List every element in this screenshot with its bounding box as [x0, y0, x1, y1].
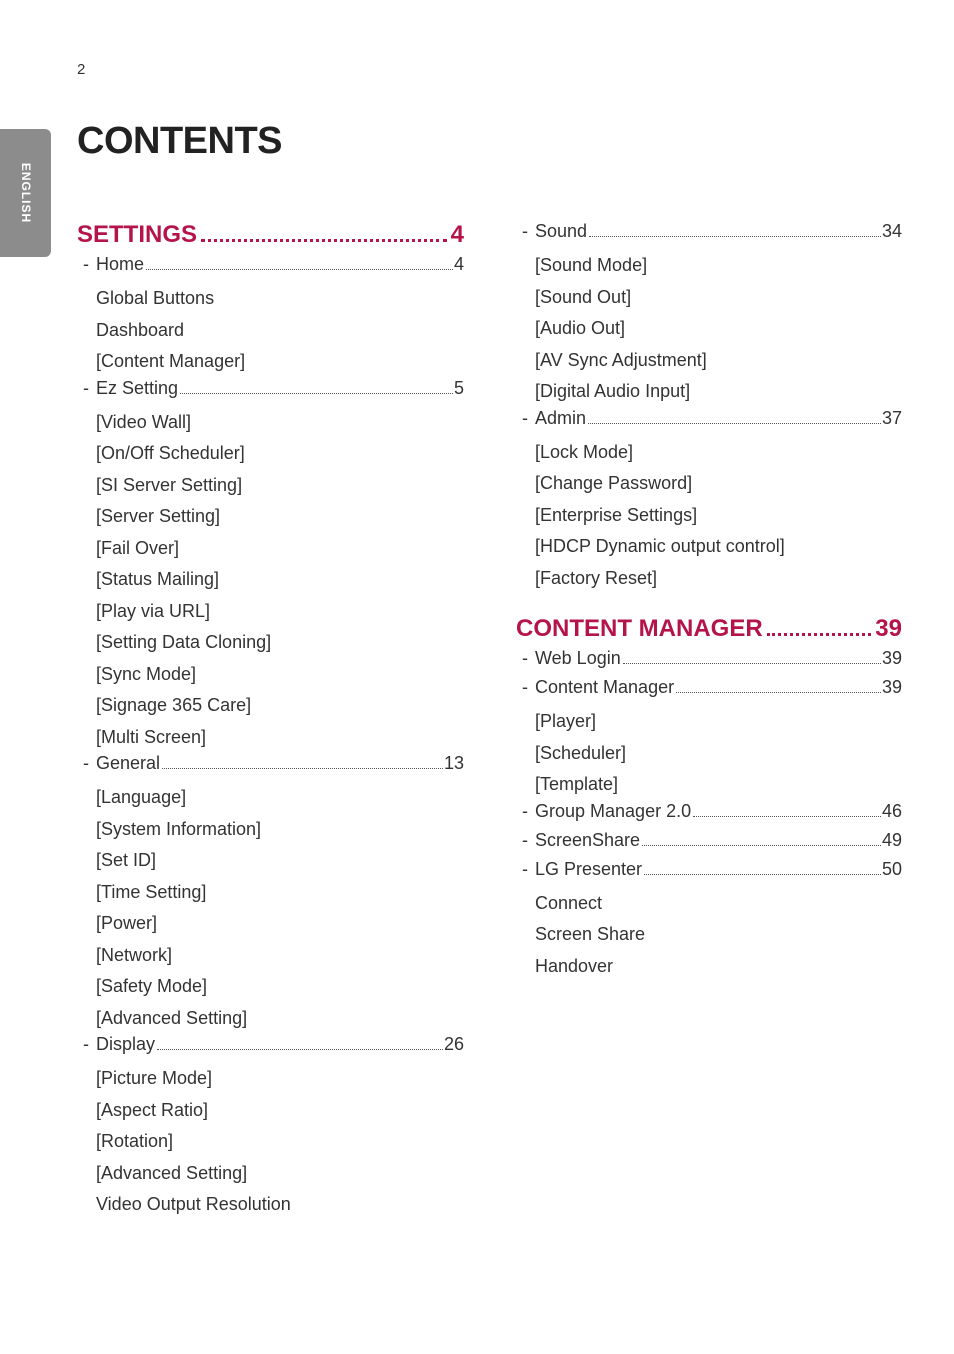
entry-label: Ez Setting — [96, 377, 179, 398]
entry-dash: - — [522, 829, 528, 850]
toc-subentry[interactable]: [Network] — [96, 944, 173, 965]
entry-page: 50 — [881, 858, 902, 879]
entry-page: 5 — [453, 377, 464, 398]
toc-subentry[interactable]: [Server Setting] — [96, 506, 221, 526]
toc-entry[interactable] — [522, 859, 902, 888]
toc-subentry[interactable]: Handover — [535, 955, 614, 976]
leader-dots — [642, 845, 881, 846]
toc-subentry[interactable]: [Time Setting] — [96, 881, 207, 902]
entry-dash: - — [83, 753, 89, 773]
toc-subentry[interactable]: [Template] — [535, 774, 619, 794]
section-label: SETTINGS — [77, 221, 198, 248]
entry-label: Web Login — [535, 648, 621, 668]
toc-subentry[interactable]: Dashboard — [96, 319, 185, 340]
entry-label: Content Manager — [535, 677, 675, 697]
toc-groups — [77, 254, 464, 1221]
toc-subentry[interactable]: [Set ID] — [96, 850, 157, 870]
entry-dash: - — [522, 221, 528, 241]
leader-dots — [676, 692, 881, 693]
toc-right-column — [516, 221, 902, 982]
toc-subentry[interactable]: Video Output Resolution — [96, 1194, 291, 1214]
leader-dots — [623, 663, 881, 664]
toc-subentry[interactable]: [Status Mailing] — [96, 569, 220, 589]
language-tab — [0, 129, 51, 257]
section-page: 39 — [875, 615, 902, 642]
toc-subentry[interactable]: [AV Sync Adjustment] — [535, 349, 707, 370]
toc-subentry[interactable]: [Advanced Setting] — [96, 1007, 248, 1028]
toc-subentry[interactable]: [Language] — [96, 787, 187, 807]
section-label: CONTENT MANAGER — [516, 615, 763, 642]
entry-page: 39 — [881, 648, 902, 668]
entry-dash: - — [522, 858, 528, 879]
entry-label: Home — [96, 254, 145, 274]
entry-label: Admin — [535, 407, 587, 428]
leader-dots — [644, 874, 881, 875]
entry-page: 46 — [881, 800, 902, 821]
language-tab-label: ENGLISH — [18, 162, 33, 224]
toc-entry[interactable] — [83, 753, 464, 782]
leader-dots — [162, 768, 443, 769]
toc-groups — [516, 221, 902, 594]
toc-entry[interactable] — [83, 254, 464, 283]
toc-entry[interactable] — [522, 830, 902, 859]
toc-entry[interactable] — [522, 221, 902, 250]
entry-dash: - — [83, 1034, 89, 1054]
toc-subentry[interactable]: [Aspect Ratio] — [96, 1099, 209, 1120]
entry-label: Display — [96, 1034, 156, 1054]
toc-groups — [516, 648, 902, 982]
leader-dots — [201, 239, 447, 242]
entry-dash: - — [83, 377, 89, 398]
toc-subentry[interactable]: [Advanced Setting] — [96, 1162, 248, 1183]
toc-subentry[interactable]: [On/Off Scheduler] — [96, 443, 245, 463]
leader-dots — [146, 269, 453, 270]
page-title: CONTENTS — [77, 120, 282, 162]
entry-page: 4 — [453, 254, 464, 274]
toc-subentry[interactable]: [Scheduler] — [535, 742, 627, 763]
toc-subentry[interactable]: [SI Server Setting] — [96, 474, 243, 495]
entry-label: ScreenShare — [535, 829, 641, 850]
toc-subentry[interactable]: Connect — [535, 892, 603, 913]
toc-entry[interactable] — [83, 1034, 464, 1063]
toc-subentry[interactable]: [Sync Mode] — [96, 663, 197, 684]
toc-entry[interactable] — [522, 801, 902, 830]
toc-subentry[interactable]: [Lock Mode] — [535, 441, 634, 462]
toc-subentry[interactable]: [Setting Data Cloning] — [96, 632, 272, 652]
entry-dash: - — [522, 677, 528, 697]
entry-page: 34 — [881, 221, 902, 241]
toc-subentry[interactable]: Screen Share — [535, 924, 646, 944]
toc-subentry[interactable]: [Multi Screen] — [96, 726, 207, 747]
toc-subentry[interactable]: [Safety Mode] — [96, 976, 208, 996]
toc-subentry[interactable]: [Audio Out] — [535, 318, 626, 338]
entry-page: 13 — [443, 753, 464, 773]
section-spacer — [516, 594, 902, 615]
toc-subentry[interactable]: [HDCP Dynamic output control] — [535, 536, 785, 556]
toc-subentry[interactable]: Global Buttons — [96, 288, 215, 308]
toc-subentry[interactable]: [Rotation] — [96, 1131, 174, 1151]
entry-dash: - — [522, 407, 528, 428]
toc-subentry[interactable]: [System Information] — [96, 818, 262, 839]
toc-subentry[interactable]: [Video Wall] — [96, 411, 192, 432]
entry-page: 26 — [443, 1034, 464, 1054]
entry-page: 39 — [881, 677, 902, 697]
leader-dots — [767, 633, 872, 636]
section-page: 4 — [450, 221, 464, 248]
entry-label: General — [96, 753, 161, 773]
toc-subentry[interactable]: [Content Manager] — [96, 351, 246, 371]
toc-entry[interactable] — [522, 408, 902, 437]
toc-subentry[interactable]: [Change Password] — [535, 473, 693, 493]
leader-dots — [157, 1049, 443, 1050]
toc-subentry[interactable]: [Sound Out] — [535, 286, 632, 307]
toc-subentry[interactable]: [Enterprise Settings] — [535, 504, 698, 525]
toc-entry[interactable] — [522, 677, 902, 706]
entry-dash: - — [83, 254, 89, 274]
toc-left-column — [77, 221, 464, 1221]
entry-dash: - — [522, 800, 528, 821]
toc-subentry[interactable]: [Picture Mode] — [96, 1068, 213, 1088]
leader-dots — [693, 816, 881, 817]
toc-section-heading[interactable] — [77, 221, 464, 252]
entry-page: 49 — [881, 829, 902, 850]
entry-label: LG Presenter — [535, 858, 643, 879]
entry-page: 37 — [881, 407, 902, 428]
entry-label: Sound — [535, 221, 588, 241]
leader-dots — [588, 423, 881, 424]
toc-subentry[interactable]: [Digital Audio Input] — [535, 381, 691, 401]
leader-dots — [589, 236, 881, 237]
toc-section-heading[interactable] — [516, 615, 902, 646]
toc-subentry[interactable]: [Factory Reset] — [535, 567, 658, 588]
page-number: 2 — [77, 61, 86, 78]
toc-subentry[interactable]: [Play via URL] — [96, 600, 211, 621]
toc-subentry[interactable]: [Player] — [535, 711, 597, 731]
toc-subentry[interactable]: [Fail Over] — [96, 537, 180, 558]
leader-dots — [180, 393, 453, 394]
toc-subentry[interactable]: [Power] — [96, 913, 158, 933]
toc-subentry[interactable]: [Signage 365 Care] — [96, 695, 252, 715]
entry-label: Group Manager 2.0 — [535, 800, 692, 821]
toc-subentry[interactable]: [Sound Mode] — [535, 255, 648, 275]
toc-entry[interactable] — [522, 648, 902, 677]
toc-entry[interactable] — [83, 378, 464, 407]
entry-dash: - — [522, 648, 528, 668]
